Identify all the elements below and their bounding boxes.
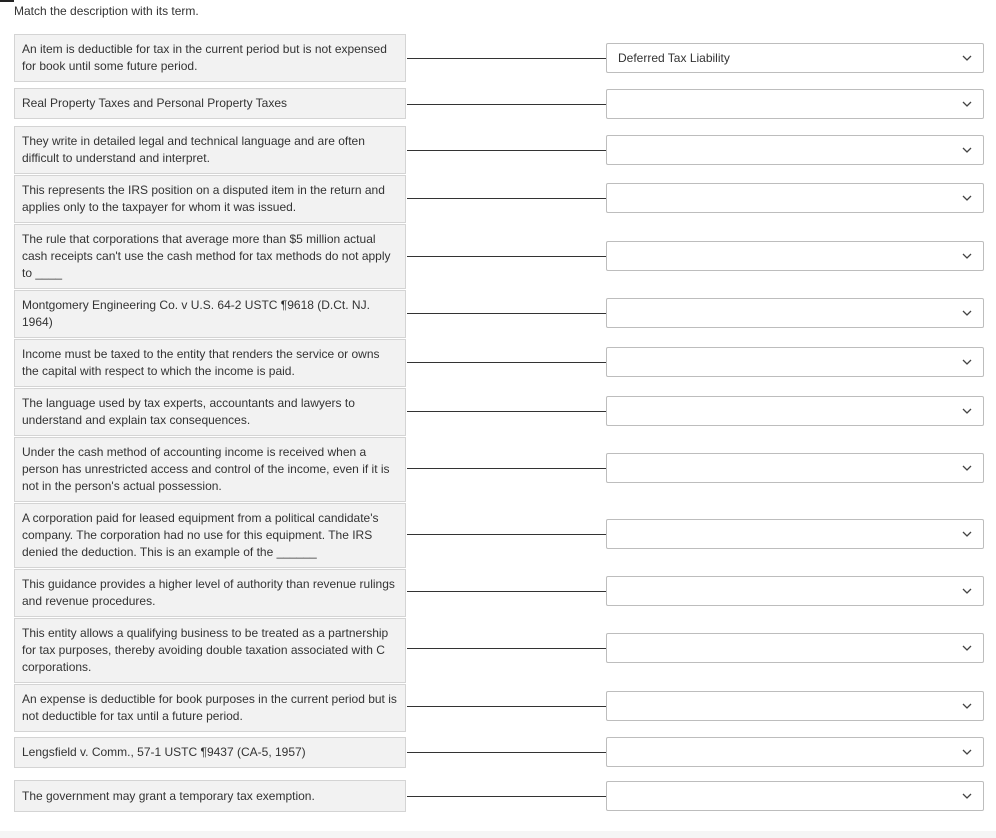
connector-line (407, 58, 606, 59)
description-box (14, 339, 406, 387)
description-box (14, 388, 406, 436)
description-box (14, 737, 406, 768)
description-box (14, 780, 406, 812)
term-select[interactable] (606, 519, 984, 549)
term-select[interactable] (606, 453, 984, 483)
term-select[interactable] (606, 396, 984, 426)
description-box (14, 88, 406, 119)
connector-line (407, 362, 606, 363)
chevron-down-icon[interactable] (962, 791, 972, 801)
term-select[interactable] (606, 633, 984, 663)
connector-line (407, 198, 606, 199)
description-text: Income must be taxed to the entity that renders the service or owns the capital with respect to which the income is paid. (22, 347, 380, 378)
description-box (14, 503, 406, 568)
description-box (14, 437, 406, 502)
chevron-down-icon[interactable] (962, 529, 972, 539)
description-text: This guidance provides a higher level of authority than revenue rulings and revenue procedures. (22, 577, 395, 608)
chevron-down-icon[interactable] (962, 463, 972, 473)
connector-line (407, 648, 606, 649)
description-text: An expense is deductible for book purposes in the current period but is not deductible for tax until a future period. (22, 692, 397, 723)
chevron-down-icon[interactable] (962, 747, 972, 757)
description-text: An item is deductible for tax in the current period but is not expensed for book until some future period. (22, 42, 387, 73)
connector-line (407, 534, 606, 535)
description-box (14, 175, 406, 223)
connector-line (407, 411, 606, 412)
description-box (14, 224, 406, 289)
term-select[interactable] (606, 347, 984, 377)
chevron-down-icon[interactable] (962, 357, 972, 367)
term-select[interactable] (606, 183, 984, 213)
description-box (14, 34, 406, 82)
term-select[interactable] (606, 43, 984, 73)
description-text: A corporation paid for leased equipment from a political candidate's company. The corporation had no use for this equipment. The IRS denied the deduction. This is an example of the ______ (22, 511, 379, 559)
connector-line (407, 706, 606, 707)
connector-line (407, 468, 606, 469)
connector-line (407, 150, 606, 151)
corner-mark (0, 0, 14, 2)
footer-strip (0, 831, 996, 838)
chevron-down-icon[interactable] (962, 308, 972, 318)
chevron-down-icon[interactable] (962, 406, 972, 416)
connector-line (407, 104, 606, 105)
description-text: Montgomery Engineering Co. v U.S. 64-2 USTC ¶9618 (D.Ct. NJ. 1964) (22, 298, 370, 329)
chevron-down-icon[interactable] (962, 643, 972, 653)
term-select[interactable] (606, 691, 984, 721)
description-box (14, 618, 406, 683)
connector-line (407, 256, 606, 257)
description-text: They write in detailed legal and technical language and are often difficult to understand and interpret. (22, 134, 365, 165)
instructions: Match the description with its term. (14, 4, 199, 18)
connector-line (407, 313, 606, 314)
chevron-down-icon[interactable] (962, 145, 972, 155)
description-text: The language used by tax experts, accountants and lawyers to understand and explain tax consequences. (22, 396, 355, 427)
description-text: Under the cash method of accounting income is received when a person has unrestricted access and control of the income, even if it is not in the person's actual possession. (22, 445, 390, 493)
chevron-down-icon[interactable] (962, 251, 972, 261)
chevron-down-icon[interactable] (962, 193, 972, 203)
description-text: The government may grant a temporary tax exemption. (22, 788, 315, 803)
term-select[interactable] (606, 89, 984, 119)
chevron-down-icon[interactable] (962, 701, 972, 711)
description-box (14, 126, 406, 174)
term-select[interactable] (606, 576, 984, 606)
term-select[interactable] (606, 241, 984, 271)
chevron-down-icon[interactable] (962, 586, 972, 596)
connector-line (407, 752, 606, 753)
description-text: This represents the IRS position on a disputed item in the return and applies only to the taxpayer for whom it was issued. (22, 183, 385, 214)
description-box (14, 290, 406, 338)
chevron-down-icon[interactable] (962, 99, 972, 109)
term-select[interactable] (606, 737, 984, 767)
description-box (14, 569, 406, 617)
term-select[interactable] (606, 298, 984, 328)
description-text: Real Property Taxes and Personal Property Taxes (22, 96, 288, 110)
description-box (14, 684, 406, 732)
description-text: Lengsfield v. Comm., 57-1 USTC ¶9437 (CA-5, 1957) (22, 745, 306, 759)
connector-line (407, 796, 606, 797)
connector-line (407, 591, 606, 592)
term-select[interactable] (606, 135, 984, 165)
term-select-value: Deferred Tax Liability (618, 51, 730, 65)
chevron-down-icon[interactable] (962, 53, 972, 63)
description-text: This entity allows a qualifying business to be treated as a partnership for tax purposes, thereby avoiding double taxation associated with C corporations. (22, 626, 389, 674)
description-text: The rule that corporations that average more than $5 million actual cash receipts can't use the cash method for tax methods do not apply to ____ (22, 232, 391, 280)
term-select[interactable] (606, 781, 984, 811)
